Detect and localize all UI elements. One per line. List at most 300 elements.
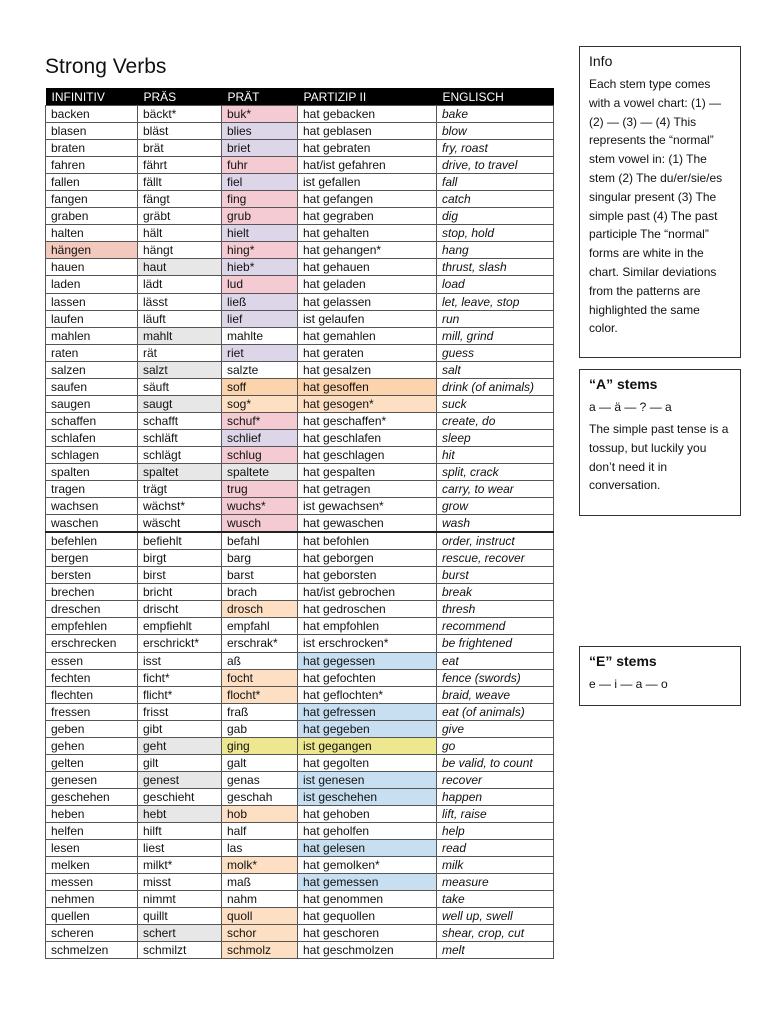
table-row — [46, 276, 554, 293]
cell-infinitiv: gehen — [46, 737, 138, 754]
cell-infinitiv: fallen — [46, 174, 138, 191]
cell-partizip: hat gegolten — [298, 754, 437, 771]
cell-infinitiv: backen — [46, 106, 138, 123]
cell-infinitiv: wachsen — [46, 498, 138, 515]
table-row — [46, 361, 554, 378]
cell-infinitiv: bersten — [46, 567, 138, 584]
cell-partizip: hat geschaffen* — [298, 412, 437, 429]
cell-englisch: hit — [437, 446, 554, 463]
cell-praet: wuchs* — [222, 498, 298, 515]
cell-infinitiv: braten — [46, 140, 138, 157]
cell-praes: bäckt* — [138, 106, 222, 123]
cell-infinitiv: fressen — [46, 703, 138, 720]
cell-infinitiv: fangen — [46, 191, 138, 208]
cell-englisch: fry, roast — [437, 140, 554, 157]
cell-partizip: hat/ist gebrochen — [298, 584, 437, 601]
table-row — [46, 925, 554, 942]
cell-praes: gräbt — [138, 208, 222, 225]
cell-partizip: hat gehangen* — [298, 242, 437, 259]
table-row — [46, 327, 554, 344]
cell-praes: milkt* — [138, 857, 222, 874]
cell-partizip: hat gequollen — [298, 908, 437, 925]
cell-englisch: read — [437, 840, 554, 857]
cell-praet: schor — [222, 925, 298, 942]
info-body: Each stem type comes with a vowel chart: (1) — (2) — (3) — (4) This represents the “normal” stem vowel in: (1) The stem (2) The du/er/sie/es singular present (3) The simple past (4) The past participle The “normal” forms are white in the chart. Similar deviations from the patterns are highlighted the same color. — [589, 77, 723, 336]
cell-praes: salzt — [138, 361, 222, 378]
cell-infinitiv: schlagen — [46, 446, 138, 463]
cell-partizip: hat/ist gefahren — [298, 157, 437, 174]
cell-infinitiv: raten — [46, 344, 138, 361]
cell-infinitiv: messen — [46, 874, 138, 891]
e-stems-pattern: e — i — a — o — [589, 677, 668, 691]
cell-praet: soff — [222, 378, 298, 395]
cell-infinitiv: graben — [46, 208, 138, 225]
cell-praes: lädt — [138, 276, 222, 293]
cell-infinitiv: nehmen — [46, 891, 138, 908]
cell-praes: birgt — [138, 550, 222, 567]
cell-partizip: hat gelesen — [298, 840, 437, 857]
cell-praes: fällt — [138, 174, 222, 191]
header-englisch: ENGLISCH — [437, 88, 554, 106]
table-row — [46, 857, 554, 874]
cell-englisch: grow — [437, 498, 554, 515]
cell-praet: flocht* — [222, 686, 298, 703]
cell-partizip: hat genommen — [298, 891, 437, 908]
table-row — [46, 463, 554, 480]
table-header-row — [46, 88, 554, 106]
cell-englisch: eat (of animals) — [437, 703, 554, 720]
cell-englisch: guess — [437, 344, 554, 361]
cell-englisch: take — [437, 891, 554, 908]
cell-englisch: shear, crop, cut — [437, 925, 554, 942]
table-row — [46, 174, 554, 191]
cell-partizip: ist gelaufen — [298, 310, 437, 327]
cell-praes: fängt — [138, 191, 222, 208]
cell-praet: barg — [222, 550, 298, 567]
cell-englisch: milk — [437, 857, 554, 874]
cell-praes: gilt — [138, 754, 222, 771]
cell-praes: erschrickt* — [138, 635, 222, 652]
cell-praet: half — [222, 822, 298, 839]
cell-englisch: sleep — [437, 429, 554, 446]
cell-praet: lud — [222, 276, 298, 293]
cell-englisch: happen — [437, 788, 554, 805]
cell-infinitiv: geben — [46, 720, 138, 737]
header-partizip: PARTIZIP II — [298, 88, 437, 106]
cell-partizip: hat gemahlen — [298, 327, 437, 344]
header-praet: PRÄT — [222, 88, 298, 106]
cell-praet: wusch — [222, 515, 298, 533]
cell-praes: flicht* — [138, 686, 222, 703]
cell-infinitiv: laufen — [46, 310, 138, 327]
a-stems-box — [579, 369, 741, 516]
cell-englisch: wash — [437, 515, 554, 533]
table-row — [46, 805, 554, 822]
cell-praes: isst — [138, 652, 222, 669]
table-row — [46, 908, 554, 925]
cell-englisch: thresh — [437, 601, 554, 618]
a-stems-title: “A” stems — [589, 376, 658, 392]
cell-infinitiv: fahren — [46, 157, 138, 174]
cell-praet: erschrak* — [222, 635, 298, 652]
cell-infinitiv: mahlen — [46, 327, 138, 344]
cell-praes: schlägt — [138, 446, 222, 463]
table-row — [46, 242, 554, 259]
cell-praet: ging — [222, 737, 298, 754]
cell-infinitiv: geschehen — [46, 788, 138, 805]
cell-englisch: well up, swell — [437, 908, 554, 925]
table-row — [46, 874, 554, 891]
cell-infinitiv: schlafen — [46, 429, 138, 446]
cell-praet: fing — [222, 191, 298, 208]
cell-praet: genas — [222, 771, 298, 788]
cell-partizip: hat gefressen — [298, 703, 437, 720]
cell-englisch: order, instruct — [437, 532, 554, 550]
cell-praes: birst — [138, 567, 222, 584]
cell-infinitiv: helfen — [46, 822, 138, 839]
header-praes: PRÄS — [138, 88, 222, 106]
cell-englisch: fence (swords) — [437, 669, 554, 686]
cell-praes: spaltet — [138, 463, 222, 480]
cell-praet: gab — [222, 720, 298, 737]
cell-englisch: mill, grind — [437, 327, 554, 344]
cell-infinitiv: gelten — [46, 754, 138, 771]
cell-praes: bricht — [138, 584, 222, 601]
cell-partizip: hat gemessen — [298, 874, 437, 891]
cell-praet: sog* — [222, 395, 298, 412]
cell-partizip: hat gespalten — [298, 463, 437, 480]
cell-praet: fiel — [222, 174, 298, 191]
cell-englisch: catch — [437, 191, 554, 208]
table-row — [46, 737, 554, 754]
table-row — [46, 703, 554, 720]
cell-praes: hebt — [138, 805, 222, 822]
cell-englisch: carry, to wear — [437, 481, 554, 498]
cell-englisch: let, leave, stop — [437, 293, 554, 310]
cell-infinitiv: heben — [46, 805, 138, 822]
cell-partizip: hat gesogen* — [298, 395, 437, 412]
cell-praes: quillt — [138, 908, 222, 925]
table-row — [46, 412, 554, 429]
table-row — [46, 686, 554, 703]
table-row — [46, 942, 554, 959]
cell-praes: genest — [138, 771, 222, 788]
table-row — [46, 584, 554, 601]
cell-praes: wäscht — [138, 515, 222, 533]
cell-praet: barst — [222, 567, 298, 584]
cell-partizip: hat gehalten — [298, 225, 437, 242]
table-row — [46, 532, 554, 550]
cell-infinitiv: befehlen — [46, 532, 138, 550]
cell-infinitiv: scheren — [46, 925, 138, 942]
cell-infinitiv: hängen — [46, 242, 138, 259]
table-row — [46, 754, 554, 771]
cell-partizip: hat gewaschen — [298, 515, 437, 533]
cell-infinitiv: essen — [46, 652, 138, 669]
cell-praes: schafft — [138, 412, 222, 429]
table-row — [46, 157, 554, 174]
cell-praet: lief — [222, 310, 298, 327]
cell-englisch: dig — [437, 208, 554, 225]
page-title: Strong Verbs — [45, 55, 167, 78]
table-row — [46, 822, 554, 839]
cell-praet: focht — [222, 669, 298, 686]
cell-infinitiv: flechten — [46, 686, 138, 703]
cell-infinitiv: genesen — [46, 771, 138, 788]
table-row — [46, 635, 554, 652]
table-row — [46, 140, 554, 157]
cell-englisch: burst — [437, 567, 554, 584]
table-row — [46, 515, 554, 533]
cell-praes: befiehlt — [138, 532, 222, 550]
cell-praes: frisst — [138, 703, 222, 720]
table-row — [46, 720, 554, 737]
cell-englisch: break — [437, 584, 554, 601]
cell-praet: brach — [222, 584, 298, 601]
cell-infinitiv: laden — [46, 276, 138, 293]
table-row — [46, 429, 554, 446]
cell-praet: ließ — [222, 293, 298, 310]
cell-praet: nahm — [222, 891, 298, 908]
cell-englisch: recommend — [437, 618, 554, 635]
header-infinitiv: INFINITIV — [46, 88, 138, 106]
cell-infinitiv: salzen — [46, 361, 138, 378]
cell-praet: briet — [222, 140, 298, 157]
table-row — [46, 840, 554, 857]
info-box — [579, 46, 741, 358]
cell-partizip: hat geblasen — [298, 123, 437, 140]
cell-partizip: hat gedroschen — [298, 601, 437, 618]
cell-praet: trug — [222, 481, 298, 498]
cell-infinitiv: saugen — [46, 395, 138, 412]
table-row — [46, 225, 554, 242]
cell-partizip: hat geschlafen — [298, 429, 437, 446]
cell-partizip: hat gemolken* — [298, 857, 437, 874]
cell-praet: befahl — [222, 532, 298, 550]
cell-praet: hing* — [222, 242, 298, 259]
cell-praes: ficht* — [138, 669, 222, 686]
cell-praet: schlief — [222, 429, 298, 446]
table-row — [46, 123, 554, 140]
cell-praes: haut — [138, 259, 222, 276]
cell-partizip: hat gehauen — [298, 259, 437, 276]
cell-partizip: hat geladen — [298, 276, 437, 293]
cell-praes: brät — [138, 140, 222, 157]
cell-partizip: hat geschoren — [298, 925, 437, 942]
cell-praes: geht — [138, 737, 222, 754]
cell-praet: drosch — [222, 601, 298, 618]
cell-partizip: hat gehoben — [298, 805, 437, 822]
cell-praet: hielt — [222, 225, 298, 242]
cell-praet: salzte — [222, 361, 298, 378]
cell-praes: saugt — [138, 395, 222, 412]
cell-partizip: hat gefangen — [298, 191, 437, 208]
cell-englisch: be frightened — [437, 635, 554, 652]
cell-englisch: split, crack — [437, 463, 554, 480]
cell-praes: bläst — [138, 123, 222, 140]
e-stems-title: “E” stems — [589, 653, 657, 669]
cell-partizip: ist gewachsen* — [298, 498, 437, 515]
info-title: Info — [589, 53, 613, 69]
cell-praet: mahlte — [222, 327, 298, 344]
cell-englisch: go — [437, 737, 554, 754]
cell-praet: molk* — [222, 857, 298, 874]
cell-englisch: hang — [437, 242, 554, 259]
cell-partizip: hat getragen — [298, 481, 437, 498]
cell-praes: hält — [138, 225, 222, 242]
table-row — [46, 106, 554, 123]
table-row — [46, 310, 554, 327]
cell-partizip: hat gebraten — [298, 140, 437, 157]
table-row — [46, 498, 554, 515]
cell-partizip: hat gebacken — [298, 106, 437, 123]
cell-praet: fuhr — [222, 157, 298, 174]
cell-praet: schmolz — [222, 942, 298, 959]
cell-partizip: hat geholfen — [298, 822, 437, 839]
cell-infinitiv: bergen — [46, 550, 138, 567]
cell-partizip: hat geborsten — [298, 567, 437, 584]
cell-englisch: recover — [437, 771, 554, 788]
cell-englisch: give — [437, 720, 554, 737]
table-row — [46, 618, 554, 635]
cell-praet: aß — [222, 652, 298, 669]
cell-praes: läuft — [138, 310, 222, 327]
table-row — [46, 601, 554, 618]
table-row — [46, 208, 554, 225]
cell-praes: drischt — [138, 601, 222, 618]
cell-infinitiv: schmelzen — [46, 942, 138, 959]
e-stems-box — [579, 646, 741, 706]
table-row — [46, 259, 554, 276]
cell-englisch: drink (of animals) — [437, 378, 554, 395]
cell-infinitiv: lassen — [46, 293, 138, 310]
cell-praet: schlug — [222, 446, 298, 463]
cell-praet: galt — [222, 754, 298, 771]
cell-englisch: braid, weave — [437, 686, 554, 703]
cell-partizip: hat geschlagen — [298, 446, 437, 463]
cell-partizip: hat gelassen — [298, 293, 437, 310]
cell-englisch: measure — [437, 874, 554, 891]
table-row — [46, 788, 554, 805]
cell-infinitiv: melken — [46, 857, 138, 874]
cell-partizip: hat befohlen — [298, 532, 437, 550]
cell-partizip: ist erschrocken* — [298, 635, 437, 652]
table-row — [46, 395, 554, 412]
cell-praet: empfahl — [222, 618, 298, 635]
cell-praes: wächst* — [138, 498, 222, 515]
cell-englisch: help — [437, 822, 554, 839]
cell-praet: quoll — [222, 908, 298, 925]
table-row — [46, 652, 554, 669]
cell-partizip: hat geraten — [298, 344, 437, 361]
cell-praes: lässt — [138, 293, 222, 310]
cell-englisch: suck — [437, 395, 554, 412]
cell-infinitiv: waschen — [46, 515, 138, 533]
cell-praes: hängt — [138, 242, 222, 259]
cell-praet: maß — [222, 874, 298, 891]
cell-infinitiv: hauen — [46, 259, 138, 276]
cell-infinitiv: tragen — [46, 481, 138, 498]
cell-infinitiv: spalten — [46, 463, 138, 480]
cell-infinitiv: brechen — [46, 584, 138, 601]
cell-praes: hilft — [138, 822, 222, 839]
cell-partizip: ist geschehen — [298, 788, 437, 805]
table-row — [46, 344, 554, 361]
cell-infinitiv: saufen — [46, 378, 138, 395]
table-row — [46, 378, 554, 395]
cell-englisch: stop, hold — [437, 225, 554, 242]
cell-infinitiv: fechten — [46, 669, 138, 686]
cell-englisch: thrust, slash — [437, 259, 554, 276]
cell-englisch: rescue, recover — [437, 550, 554, 567]
cell-englisch: eat — [437, 652, 554, 669]
cell-praet: buk* — [222, 106, 298, 123]
table-row — [46, 191, 554, 208]
cell-praes: nimmt — [138, 891, 222, 908]
cell-praes: rät — [138, 344, 222, 361]
cell-praet: grub — [222, 208, 298, 225]
cell-englisch: run — [437, 310, 554, 327]
table-row — [46, 669, 554, 686]
cell-praet: fraß — [222, 703, 298, 720]
cell-praet: geschah — [222, 788, 298, 805]
table-row — [46, 446, 554, 463]
verbs-table — [45, 88, 554, 959]
cell-partizip: hat geborgen — [298, 550, 437, 567]
cell-praes: misst — [138, 874, 222, 891]
cell-englisch: load — [437, 276, 554, 293]
a-stems-body: The simple past tense is a tossup, but luckily you don’t need it in conversation. — [589, 422, 729, 493]
cell-partizip: hat gegraben — [298, 208, 437, 225]
cell-praet: spaltete — [222, 463, 298, 480]
cell-praes: fährt — [138, 157, 222, 174]
table-row — [46, 481, 554, 498]
table-row — [46, 567, 554, 584]
table-body — [46, 106, 554, 959]
cell-praes: schert — [138, 925, 222, 942]
cell-partizip: hat gesalzen — [298, 361, 437, 378]
cell-partizip: hat gegeben — [298, 720, 437, 737]
cell-infinitiv: lesen — [46, 840, 138, 857]
cell-englisch: bake — [437, 106, 554, 123]
cell-partizip: hat gesoffen — [298, 378, 437, 395]
cell-praet: hob — [222, 805, 298, 822]
cell-praet: blies — [222, 123, 298, 140]
cell-partizip: hat geflochten* — [298, 686, 437, 703]
cell-partizip: ist genesen — [298, 771, 437, 788]
cell-praes: schmilzt — [138, 942, 222, 959]
a-stems-pattern: a — ä — ? — a — [589, 400, 672, 414]
cell-praet: riet — [222, 344, 298, 361]
cell-partizip: ist gegangen — [298, 737, 437, 754]
cell-englisch: drive, to travel — [437, 157, 554, 174]
cell-partizip: hat empfohlen — [298, 618, 437, 635]
cell-partizip: hat geschmolzen — [298, 942, 437, 959]
cell-praes: trägt — [138, 481, 222, 498]
cell-infinitiv: blasen — [46, 123, 138, 140]
cell-praes: schläft — [138, 429, 222, 446]
cell-praes: geschieht — [138, 788, 222, 805]
cell-praes: empfiehlt — [138, 618, 222, 635]
cell-infinitiv: halten — [46, 225, 138, 242]
table-row — [46, 771, 554, 788]
cell-englisch: lift, raise — [437, 805, 554, 822]
cell-partizip: hat gefochten — [298, 669, 437, 686]
cell-infinitiv: empfehlen — [46, 618, 138, 635]
table-row — [46, 891, 554, 908]
cell-praes: liest — [138, 840, 222, 857]
cell-infinitiv: erschrecken — [46, 635, 138, 652]
